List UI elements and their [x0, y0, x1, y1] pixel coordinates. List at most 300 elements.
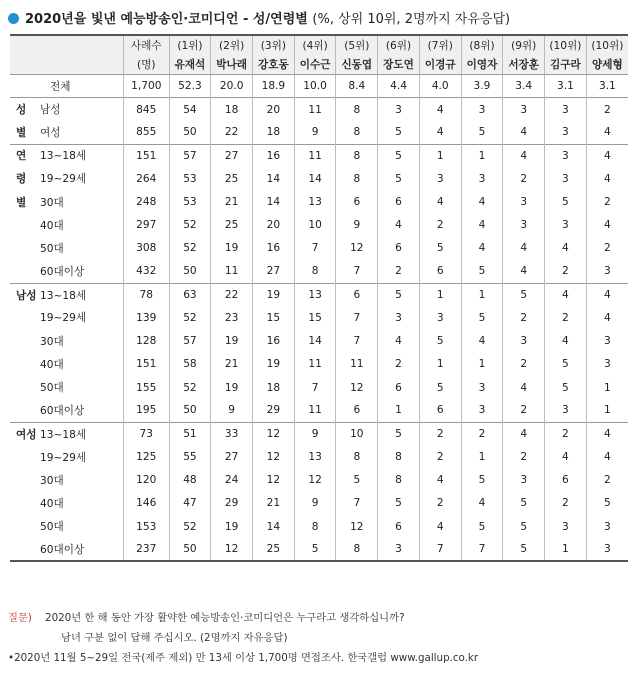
sample-size-cell: 845 [123, 98, 169, 121]
value-cell: 2 [503, 353, 545, 376]
header-sample-label: 사례수 [123, 35, 169, 55]
value-cell: 15 [253, 306, 295, 329]
table-row [10, 492, 628, 515]
value-cell: 2 [503, 399, 545, 422]
row-label [10, 538, 123, 561]
value-cell: 20 [253, 214, 295, 237]
sample-size-cell: 248 [123, 190, 169, 213]
value-cell: 3.1 [545, 75, 587, 98]
table-row [10, 422, 628, 445]
value-cell: 2 [545, 492, 587, 515]
value-cell: 3 [604, 520, 611, 533]
value-cell: 2 [545, 260, 587, 283]
value-cell: 1 [378, 399, 420, 422]
header-rank: (6위) [378, 35, 420, 55]
value-cell: 14 [253, 515, 295, 538]
row-sublabel: 남성 [40, 104, 61, 117]
row-group: 성 [16, 104, 27, 117]
value-cell: 6 [419, 399, 461, 422]
table-row [10, 214, 628, 237]
sample-size-cell: 153 [123, 515, 169, 538]
value-cell: 6 [378, 190, 420, 213]
value-cell: 2 [503, 167, 545, 190]
value-cell: 3 [419, 167, 461, 190]
value-cell: 9 [211, 399, 253, 422]
value-cell: 11 [336, 353, 378, 376]
header-rank: (2위) [211, 35, 253, 55]
value-cell: 3 [545, 144, 587, 167]
row-sublabel: 40대 [40, 358, 64, 371]
value-cell: 19 [211, 237, 253, 260]
value-cell: 4 [461, 190, 503, 213]
value-cell: 2 [378, 260, 420, 283]
header-name: 신동엽 [336, 55, 378, 75]
value-cell: 8 [294, 260, 336, 283]
value-cell: 12 [336, 376, 378, 399]
value-cell: 2 [604, 242, 611, 255]
value-cell: 23 [211, 306, 253, 329]
header-rank: (10위) [586, 35, 628, 55]
value-cell: 25 [253, 538, 295, 561]
header-rank: (8위) [461, 35, 503, 55]
header-rank: (1위) [169, 35, 211, 55]
value-cell: 4 [545, 446, 587, 469]
header-rank: (9위) [503, 35, 545, 55]
value-cell: 2 [419, 422, 461, 445]
value-cell: 4 [419, 190, 461, 213]
value-cell: 3 [503, 98, 545, 121]
row-sublabel: 13~18세 [40, 150, 87, 163]
value-cell: 8 [378, 446, 420, 469]
value-cell: 3 [545, 399, 587, 422]
sample-size-cell: 151 [123, 353, 169, 376]
value-cell: 51 [169, 422, 211, 445]
value-cell: 2 [604, 196, 611, 209]
value-cell: 5 [419, 237, 461, 260]
value-cell: 6 [419, 260, 461, 283]
value-cell: 21 [211, 353, 253, 376]
value-cell: 3 [604, 358, 611, 371]
value-cell: 4 [503, 121, 545, 144]
row-sublabel: 50대 [40, 382, 64, 395]
title-main: 2020년을 빛낸 예능방송인·코미디언 - 성/연령별 [25, 12, 308, 27]
value-cell: 3 [461, 399, 503, 422]
value-cell: 27 [253, 260, 295, 283]
value-cell: 4 [503, 237, 545, 260]
value-cell: 4 [604, 172, 611, 185]
value-cell: 6 [378, 376, 420, 399]
value-cell: 2 [378, 353, 420, 376]
value-cell: 4 [378, 214, 420, 237]
sample-size-cell: 151 [123, 144, 169, 167]
sample-size-cell: 78 [123, 283, 169, 306]
value-cell: 9 [294, 422, 336, 445]
value-cell: 12 [253, 422, 295, 445]
row-sublabel: 13~18세 [40, 428, 87, 441]
row-group: 남성 [16, 289, 37, 302]
value-cell: 5 [545, 353, 587, 376]
value-cell: 3 [461, 376, 503, 399]
value-cell: 8 [294, 515, 336, 538]
value-cell: 5 [378, 422, 420, 445]
value-cell: 12 [211, 538, 253, 561]
row-sublabel: 60대이상 [40, 543, 85, 556]
row-label [10, 330, 123, 353]
value-cell: 4 [461, 214, 503, 237]
value-cell: 3 [419, 306, 461, 329]
table-row [10, 353, 628, 376]
row-label [10, 167, 123, 190]
table-row [10, 399, 628, 422]
value-cell: 58 [169, 353, 211, 376]
value-cell: 1 [461, 144, 503, 167]
value-cell: 27 [211, 446, 253, 469]
value-cell: 13 [294, 446, 336, 469]
value-cell: 11 [294, 353, 336, 376]
value-cell: 5 [419, 376, 461, 399]
sample-size-cell: 308 [123, 237, 169, 260]
value-cell: 16 [253, 330, 295, 353]
value-cell: 5 [604, 497, 611, 510]
value-cell: 9 [294, 492, 336, 515]
value-cell: 6 [378, 237, 420, 260]
row-label [10, 492, 123, 515]
row-sublabel: 40대 [40, 219, 64, 232]
value-cell: 5 [378, 167, 420, 190]
value-cell: 5 [461, 306, 503, 329]
value-cell: 4 [419, 121, 461, 144]
value-cell: 5 [461, 260, 503, 283]
value-cell: 29 [253, 399, 295, 422]
header-name: 김구라 [545, 55, 587, 75]
value-cell: 29 [211, 492, 253, 515]
value-cell: 4 [604, 451, 611, 464]
sample-size-cell: 297 [123, 214, 169, 237]
value-cell: 4.4 [378, 75, 420, 98]
header-name: 양세형 [586, 55, 628, 75]
value-cell: 13 [294, 190, 336, 213]
value-cell: 8 [336, 538, 378, 561]
value-cell: 7 [336, 492, 378, 515]
sample-size-cell: 128 [123, 330, 169, 353]
table-row [10, 260, 628, 283]
row-sublabel: 60대이상 [40, 265, 85, 278]
value-cell: 4 [378, 330, 420, 353]
row-group: 여성 [16, 428, 37, 441]
value-cell: 2 [419, 446, 461, 469]
value-cell: 3.9 [461, 75, 503, 98]
row-sublabel: 19~29세 [40, 312, 87, 325]
header-name: 박나래 [211, 55, 253, 75]
value-cell: 3 [586, 538, 628, 561]
question-text-2: 남녀 구분 없이 답해 주십시오. (2명까지 자유응답) [61, 632, 288, 644]
row-label [10, 237, 123, 260]
table-row [10, 446, 628, 469]
header-name: 유재석 [169, 55, 211, 75]
value-cell: 1 [461, 446, 503, 469]
row-label [10, 422, 123, 445]
value-cell: 14 [253, 167, 295, 190]
value-cell: 5 [378, 121, 420, 144]
question-line-1 [8, 608, 478, 628]
value-cell: 5 [503, 283, 545, 306]
value-cell: 5 [294, 538, 336, 561]
value-cell: 7 [419, 538, 461, 561]
value-cell: 50 [169, 121, 211, 144]
value-cell: 5 [461, 121, 503, 144]
row-label [10, 260, 123, 283]
value-cell: 5 [545, 376, 587, 399]
value-cell: 52 [169, 306, 211, 329]
value-cell: 4 [604, 126, 611, 139]
row-sublabel: 13~18세 [40, 289, 87, 302]
value-cell: 4 [461, 237, 503, 260]
value-cell: 5 [461, 469, 503, 492]
table-row [10, 75, 628, 98]
value-cell: 22 [211, 121, 253, 144]
value-cell: 4 [503, 260, 545, 283]
title-sub: (%, 상위 10위, 2명까지 자유응답) [312, 12, 511, 27]
value-cell: 3.1 [598, 80, 616, 93]
value-cell: 24 [211, 469, 253, 492]
value-cell: 16 [253, 144, 295, 167]
value-cell: 3 [503, 330, 545, 353]
value-cell: 16 [253, 237, 295, 260]
value-cell: 21 [211, 190, 253, 213]
row-sublabel: 19~29세 [40, 173, 87, 186]
value-cell: 5 [419, 330, 461, 353]
value-cell: 12 [253, 469, 295, 492]
value-cell: 5 [461, 515, 503, 538]
value-cell: 2 [503, 306, 545, 329]
value-cell: 11 [294, 144, 336, 167]
value-cell: 7 [461, 538, 503, 561]
value-cell: 4 [419, 515, 461, 538]
header-name: 이영자 [461, 55, 503, 75]
header-rank-row [10, 35, 628, 55]
question-text-1: 2020년 한 해 동안 가장 활약한 예능방송인·코미디언은 누구라고 생각하십니까? [45, 612, 405, 624]
value-cell: 8 [336, 167, 378, 190]
value-cell: 7 [336, 306, 378, 329]
value-cell: 2 [419, 214, 461, 237]
value-cell: 8 [336, 144, 378, 167]
value-cell: 2 [461, 422, 503, 445]
table-row [10, 515, 628, 538]
header-name: 이경규 [419, 55, 461, 75]
value-cell: 3 [461, 98, 503, 121]
header-rank: (5위) [336, 35, 378, 55]
value-cell: 57 [169, 330, 211, 353]
value-cell: 18.9 [253, 75, 295, 98]
value-cell: 9 [294, 121, 336, 144]
page-title [8, 8, 510, 27]
sample-size-cell: 120 [123, 469, 169, 492]
value-cell: 3 [545, 98, 587, 121]
value-cell: 52.3 [169, 75, 211, 98]
value-cell: 3 [461, 167, 503, 190]
row-group: 전체 [50, 80, 71, 93]
value-cell: 12 [294, 469, 336, 492]
value-cell: 4 [461, 330, 503, 353]
value-cell: 1 [604, 404, 611, 417]
value-cell: 5 [378, 492, 420, 515]
row-label [10, 446, 123, 469]
header-rank: (10위) [545, 35, 587, 55]
value-cell: 52 [169, 515, 211, 538]
header-rank: (7위) [419, 35, 461, 55]
row-label [10, 214, 123, 237]
value-cell: 1 [419, 283, 461, 306]
value-cell: 25 [211, 214, 253, 237]
header-rank: (3위) [253, 35, 295, 55]
value-cell: 3 [378, 538, 420, 561]
row-label [10, 144, 123, 167]
value-cell: 12 [336, 515, 378, 538]
value-cell: 4 [545, 237, 587, 260]
table-row [10, 190, 628, 213]
value-cell: 7 [294, 376, 336, 399]
value-cell: 52 [169, 214, 211, 237]
value-cell: 4 [545, 330, 587, 353]
value-cell: 3 [545, 515, 587, 538]
value-cell: 19 [211, 330, 253, 353]
header-corner [10, 35, 123, 55]
row-label [10, 121, 123, 144]
sample-size-cell: 237 [123, 538, 169, 561]
value-cell: 7 [336, 330, 378, 353]
value-cell: 50 [169, 260, 211, 283]
value-cell: 8 [378, 469, 420, 492]
value-cell: 18 [211, 98, 253, 121]
footnotes [8, 608, 478, 668]
value-cell: 10 [336, 422, 378, 445]
row-sublabel: 50대 [40, 521, 64, 534]
value-cell: 20.0 [211, 75, 253, 98]
table-row [10, 98, 628, 121]
table-row [10, 469, 628, 492]
sample-size-cell: 73 [123, 422, 169, 445]
value-cell: 4 [461, 492, 503, 515]
value-cell: 5 [503, 538, 545, 561]
row-label [10, 353, 123, 376]
value-cell: 3 [545, 167, 587, 190]
row-label [10, 399, 123, 422]
table-row [10, 237, 628, 260]
sample-size-cell: 155 [123, 376, 169, 399]
value-cell: 5 [378, 283, 420, 306]
value-cell: 15 [294, 306, 336, 329]
sample-size-cell: 125 [123, 446, 169, 469]
value-cell: 19 [253, 283, 295, 306]
row-label [10, 75, 123, 98]
value-cell: 4 [419, 469, 461, 492]
sample-size-cell: 195 [123, 399, 169, 422]
value-cell: 5 [336, 469, 378, 492]
sample-size-cell: 146 [123, 492, 169, 515]
table-row [10, 283, 628, 306]
value-cell: 1 [461, 353, 503, 376]
value-cell: 33 [211, 422, 253, 445]
table-row [10, 376, 628, 399]
value-cell: 55 [169, 446, 211, 469]
value-cell: 54 [169, 98, 211, 121]
value-cell: 3 [378, 306, 420, 329]
row-label [10, 376, 123, 399]
value-cell: 9 [336, 214, 378, 237]
value-cell: 8 [336, 121, 378, 144]
row-sublabel: 40대 [40, 497, 64, 510]
value-cell: 2 [586, 98, 628, 121]
value-cell: 3 [503, 469, 545, 492]
value-cell: 11 [294, 399, 336, 422]
table-row [10, 121, 628, 144]
value-cell: 52 [169, 237, 211, 260]
value-cell: 2 [545, 306, 587, 329]
value-cell: 4 [503, 376, 545, 399]
value-cell: 4 [586, 144, 628, 167]
value-cell: 19 [211, 515, 253, 538]
value-cell: 4.0 [419, 75, 461, 98]
table-row [10, 538, 628, 561]
header-sample-unit: (명) [123, 55, 169, 75]
value-cell: 20 [253, 98, 295, 121]
value-cell: 6 [336, 283, 378, 306]
value-cell: 3.4 [503, 75, 545, 98]
value-cell: 53 [169, 167, 211, 190]
value-cell: 4 [545, 283, 587, 306]
value-cell: 27 [211, 144, 253, 167]
header-name: 강호동 [253, 55, 295, 75]
value-cell: 6 [378, 515, 420, 538]
row-label [10, 469, 123, 492]
value-cell: 22 [211, 283, 253, 306]
row-group: 령 [16, 173, 27, 186]
header-name: 서장훈 [503, 55, 545, 75]
value-cell: 1 [419, 353, 461, 376]
row-sublabel: 여성 [40, 126, 61, 139]
value-cell: 6 [545, 469, 587, 492]
value-cell: 8.4 [336, 75, 378, 98]
value-cell: 18 [253, 121, 295, 144]
value-cell: 1 [604, 381, 611, 394]
row-sublabel: 30대 [40, 474, 64, 487]
header-name: 이수근 [294, 55, 336, 75]
row-label [10, 306, 123, 329]
value-cell: 50 [169, 538, 211, 561]
header-name: 장도연 [378, 55, 420, 75]
value-cell: 3 [503, 190, 545, 213]
value-cell: 19 [253, 353, 295, 376]
header-name-row [10, 55, 628, 75]
sample-size-cell: 139 [123, 306, 169, 329]
value-cell: 3 [545, 121, 587, 144]
value-cell: 4 [604, 219, 611, 232]
value-cell: 53 [169, 190, 211, 213]
value-cell: 47 [169, 492, 211, 515]
row-sublabel: 30대 [40, 335, 64, 348]
row-group: 연 [16, 150, 27, 163]
sample-size-cell: 1,700 [123, 75, 169, 98]
value-cell: 11 [294, 98, 336, 121]
row-group: 별 [16, 196, 27, 209]
value-cell: 14 [253, 190, 295, 213]
value-cell: 6 [336, 190, 378, 213]
value-cell: 14 [294, 330, 336, 353]
value-cell: 3 [604, 265, 611, 278]
value-cell: 6 [336, 399, 378, 422]
row-label [10, 190, 123, 213]
value-cell: 48 [169, 469, 211, 492]
